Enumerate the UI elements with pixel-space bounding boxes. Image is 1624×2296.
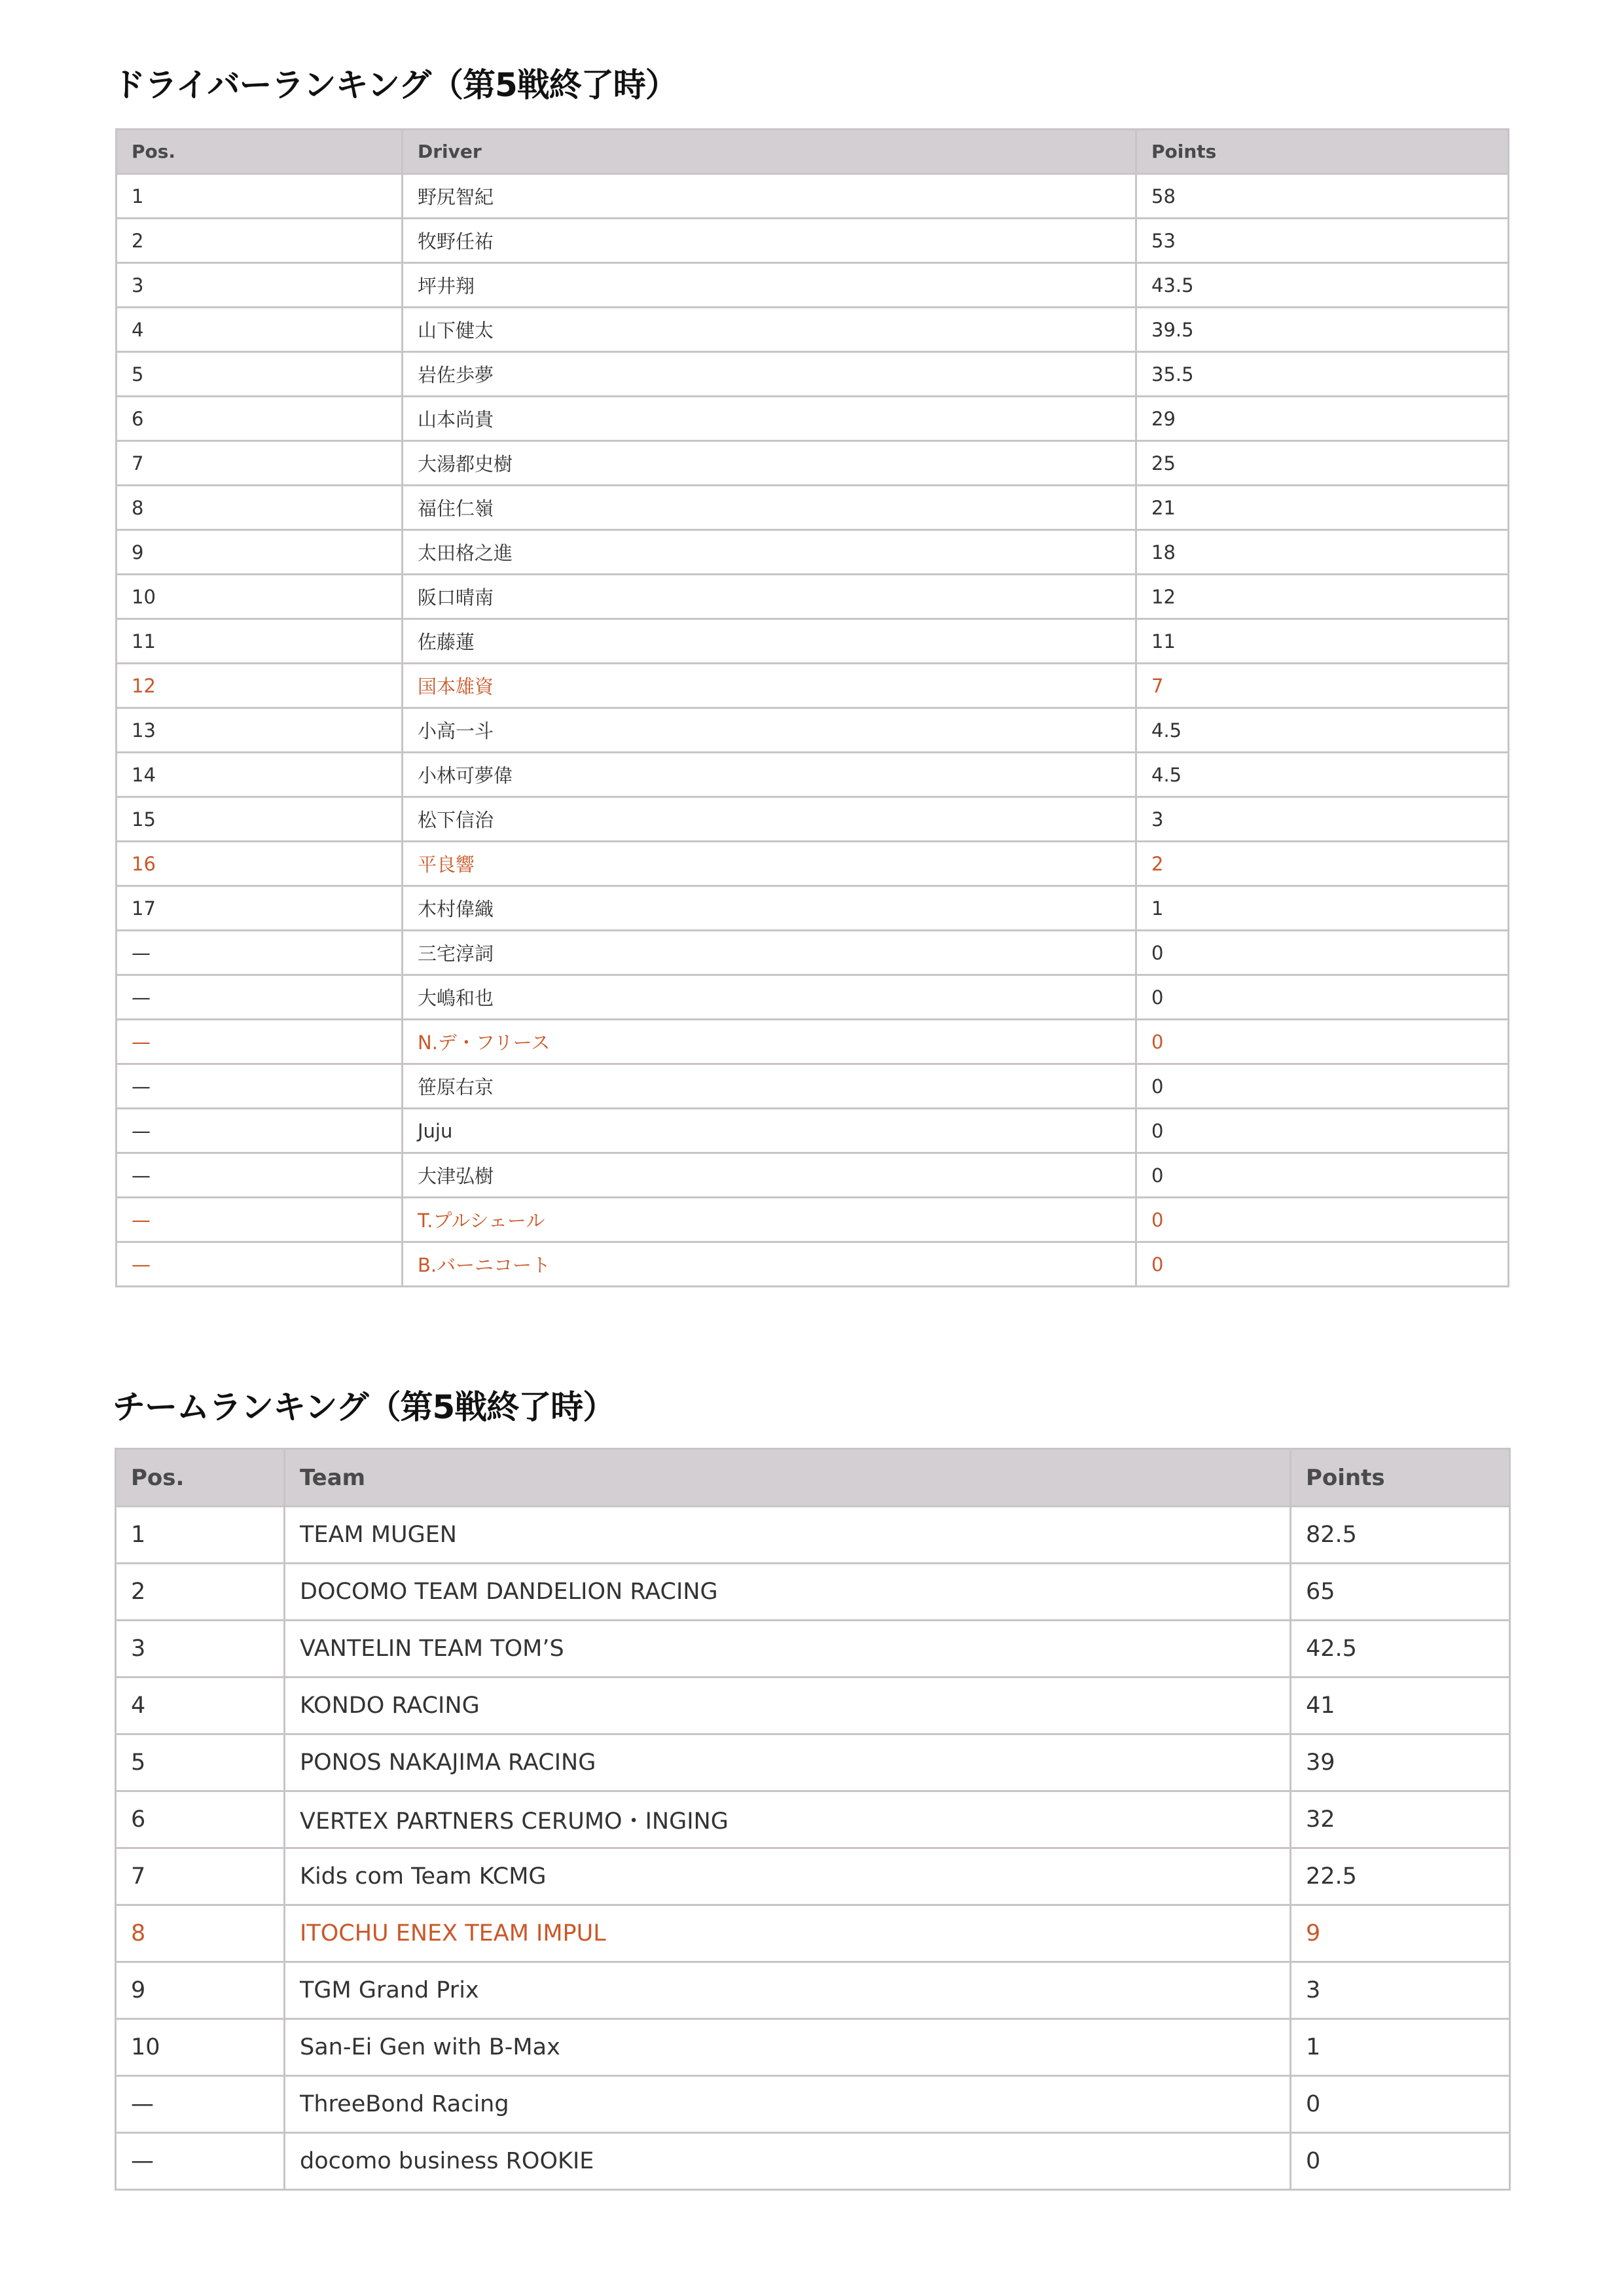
pos-cell: 13 [117, 708, 403, 753]
pos-cell: 7 [117, 441, 403, 486]
driver-name-cell: 大湯都史樹 [403, 441, 1136, 486]
pos-cell: 5 [116, 1734, 285, 1791]
team-name-cell: VANTELIN TEAM TOM’S [285, 1621, 1291, 1677]
driver-column-header: Driver [403, 130, 1136, 174]
driver-row [117, 619, 1509, 664]
driver-name-cell: 山本尚貴 [403, 397, 1136, 441]
pos-cell: — [117, 1242, 403, 1287]
points-cell: 32 [1291, 1791, 1510, 1848]
pos-cell: 12 [117, 664, 403, 708]
driver-row [117, 708, 1509, 753]
pos-cell: — [117, 975, 403, 1020]
driver-row [117, 352, 1509, 397]
team-ranking-table [115, 1448, 1511, 2191]
pos-cell: 14 [117, 753, 403, 797]
team-name-cell: docomo business ROOKIE [285, 2133, 1291, 2190]
driver-name-cell: 太田格之進 [403, 530, 1136, 575]
points-cell: 4.5 [1136, 753, 1509, 797]
driver-row [117, 797, 1509, 842]
driver-row [117, 308, 1509, 352]
team-name-cell: DOCOMO TEAM DANDELION RACING [285, 1564, 1291, 1621]
pos-cell: 1 [117, 174, 403, 219]
pos-cell: 16 [117, 842, 403, 886]
pos-cell: — [117, 1153, 403, 1198]
points-cell: 0 [1136, 1198, 1509, 1242]
points-cell: 42.5 [1291, 1621, 1510, 1677]
pos-cell: 10 [116, 2019, 285, 2076]
driver-row [117, 486, 1509, 530]
points-cell: 53 [1136, 219, 1509, 263]
team-row [116, 1564, 1510, 1621]
team-name-cell: PONOS NAKAJIMA RACING [285, 1734, 1291, 1791]
pos-cell: — [117, 931, 403, 975]
points-cell: 82.5 [1291, 1507, 1510, 1564]
pos-cell: 4 [117, 308, 403, 352]
driver-name-cell: 山下健太 [403, 308, 1136, 352]
driver-row [117, 1153, 1509, 1198]
pos-cell: — [116, 2133, 285, 2190]
points-cell: 2 [1136, 842, 1509, 886]
pos-cell: 3 [116, 1621, 285, 1677]
points-cell: 0 [1291, 2133, 1510, 2190]
pos-cell: 2 [117, 219, 403, 263]
pos-cell: — [117, 1109, 403, 1153]
driver-name-cell: 大嶋和也 [403, 975, 1136, 1020]
driver-name-cell: 国本雄資 [403, 664, 1136, 708]
points-cell: 3 [1136, 797, 1509, 842]
pos-column-header: Pos. [116, 1449, 285, 1507]
driver-row [117, 753, 1509, 797]
driver-name-cell: 牧野任祐 [403, 219, 1136, 263]
driver-table-header-row [117, 130, 1509, 174]
pos-cell: 17 [117, 886, 403, 931]
driver-row [117, 842, 1509, 886]
team-name-cell: San-Ei Gen with B-Max [285, 2019, 1291, 2076]
driver-row [117, 174, 1509, 219]
driver-name-cell: 阪口晴南 [403, 575, 1136, 619]
points-cell: 18 [1136, 530, 1509, 575]
driver-row [117, 664, 1509, 708]
points-cell: 1 [1291, 2019, 1510, 2076]
driver-row [117, 1242, 1509, 1287]
driver-name-cell: N.デ・フリース [403, 1020, 1136, 1064]
points-cell: 9 [1291, 1905, 1510, 1962]
team-row [116, 2133, 1510, 2190]
pos-cell: — [117, 1198, 403, 1242]
pos-cell: — [116, 2076, 285, 2133]
points-cell: 0 [1136, 1242, 1509, 1287]
pos-cell: 2 [116, 1564, 285, 1621]
team-ranking-title: チームランキング（第5戦終了時） [113, 1388, 615, 1426]
pos-column-header: Pos. [117, 130, 403, 174]
team-row [116, 1848, 1510, 1905]
pos-cell: 9 [117, 530, 403, 575]
pos-cell: 4 [116, 1677, 285, 1734]
driver-ranking-table [115, 128, 1509, 1287]
pos-cell: 3 [117, 263, 403, 308]
driver-row [117, 1064, 1509, 1109]
driver-row [117, 263, 1509, 308]
points-cell: 0 [1136, 931, 1509, 975]
team-column-header: Team [285, 1449, 1291, 1507]
pos-cell: — [117, 1020, 403, 1064]
driver-row [117, 886, 1509, 931]
points-cell: 35.5 [1136, 352, 1509, 397]
team-name-cell: ThreeBond Racing [285, 2076, 1291, 2133]
team-name-cell: TGM Grand Prix [285, 1962, 1291, 2019]
driver-row [117, 397, 1509, 441]
team-name-cell: Kids com Team KCMG [285, 1848, 1291, 1905]
pos-cell: 1 [116, 1507, 285, 1564]
pos-cell: 6 [117, 397, 403, 441]
team-name-cell: KONDO RACING [285, 1677, 1291, 1734]
team-table-header-row [116, 1449, 1510, 1507]
driver-name-cell: 岩佐歩夢 [403, 352, 1136, 397]
team-name-cell: VERTEX PARTNERS CERUMO・INGING [285, 1791, 1291, 1848]
team-row [116, 1507, 1510, 1564]
points-column-header: Points [1291, 1449, 1510, 1507]
points-cell: 21 [1136, 486, 1509, 530]
points-cell: 58 [1136, 174, 1509, 219]
team-row [116, 1677, 1510, 1734]
driver-name-cell: 野尻智紀 [403, 174, 1136, 219]
points-cell: 12 [1136, 575, 1509, 619]
points-cell: 0 [1136, 1153, 1509, 1198]
driver-name-cell: 坪井翔 [403, 263, 1136, 308]
points-cell: 0 [1136, 1109, 1509, 1153]
points-cell: 0 [1136, 1064, 1509, 1109]
driver-name-cell: T.プルシェール [403, 1198, 1136, 1242]
points-cell: 7 [1136, 664, 1509, 708]
team-row [116, 1962, 1510, 2019]
driver-name-cell: B.バーニコート [403, 1242, 1136, 1287]
driver-row [117, 1109, 1509, 1153]
points-cell: 1 [1136, 886, 1509, 931]
team-table-body [116, 1507, 1510, 2190]
points-cell: 22.5 [1291, 1848, 1510, 1905]
points-cell: 43.5 [1136, 263, 1509, 308]
driver-row [117, 575, 1509, 619]
points-cell: 39 [1291, 1734, 1510, 1791]
pos-cell: 10 [117, 575, 403, 619]
driver-name-cell: 小高一斗 [403, 708, 1136, 753]
driver-row [117, 530, 1509, 575]
driver-name-cell: 松下信治 [403, 797, 1136, 842]
driver-name-cell: 三宅淳詞 [403, 931, 1136, 975]
pos-cell: — [117, 1064, 403, 1109]
pos-cell: 15 [117, 797, 403, 842]
pos-cell: 6 [116, 1791, 285, 1848]
driver-name-cell: 大津弘樹 [403, 1153, 1136, 1198]
driver-name-cell: 木村偉織 [403, 886, 1136, 931]
team-row [116, 1905, 1510, 1962]
driver-row [117, 1198, 1509, 1242]
pos-cell: 9 [116, 1962, 285, 2019]
team-name-cell: ITOCHU ENEX TEAM IMPUL [285, 1905, 1291, 1962]
pos-cell: 5 [117, 352, 403, 397]
driver-name-cell: 福住仁嶺 [403, 486, 1136, 530]
points-cell: 0 [1291, 2076, 1510, 2133]
driver-name-cell: 佐藤蓮 [403, 619, 1136, 664]
driver-row [117, 441, 1509, 486]
driver-name-cell: Juju [403, 1109, 1136, 1153]
points-cell: 0 [1136, 975, 1509, 1020]
team-row [116, 1734, 1510, 1791]
points-cell: 4.5 [1136, 708, 1509, 753]
team-row [116, 1791, 1510, 1848]
pos-cell: 11 [117, 619, 403, 664]
team-row [116, 1621, 1510, 1677]
pos-cell: 8 [117, 486, 403, 530]
points-cell: 11 [1136, 619, 1509, 664]
points-cell: 25 [1136, 441, 1509, 486]
driver-row [117, 975, 1509, 1020]
driver-table-body [117, 174, 1509, 1287]
team-row [116, 2076, 1510, 2133]
driver-name-cell: 笹原右京 [403, 1064, 1136, 1109]
points-cell: 3 [1291, 1962, 1510, 2019]
pos-cell: 7 [116, 1848, 285, 1905]
driver-row [117, 219, 1509, 263]
driver-name-cell: 平良響 [403, 842, 1136, 886]
points-cell: 0 [1136, 1020, 1509, 1064]
team-name-cell: TEAM MUGEN [285, 1507, 1291, 1564]
points-cell: 65 [1291, 1564, 1510, 1621]
points-cell: 39.5 [1136, 308, 1509, 352]
team-row [116, 2019, 1510, 2076]
driver-row [117, 1020, 1509, 1064]
driver-name-cell: 小林可夢偉 [403, 753, 1136, 797]
driver-row [117, 931, 1509, 975]
driver-ranking-title: ドライバーランキング（第5戦終了時） [113, 66, 677, 104]
points-cell: 29 [1136, 397, 1509, 441]
points-cell: 41 [1291, 1677, 1510, 1734]
pos-cell: 8 [116, 1905, 285, 1962]
points-column-header: Points [1136, 130, 1509, 174]
